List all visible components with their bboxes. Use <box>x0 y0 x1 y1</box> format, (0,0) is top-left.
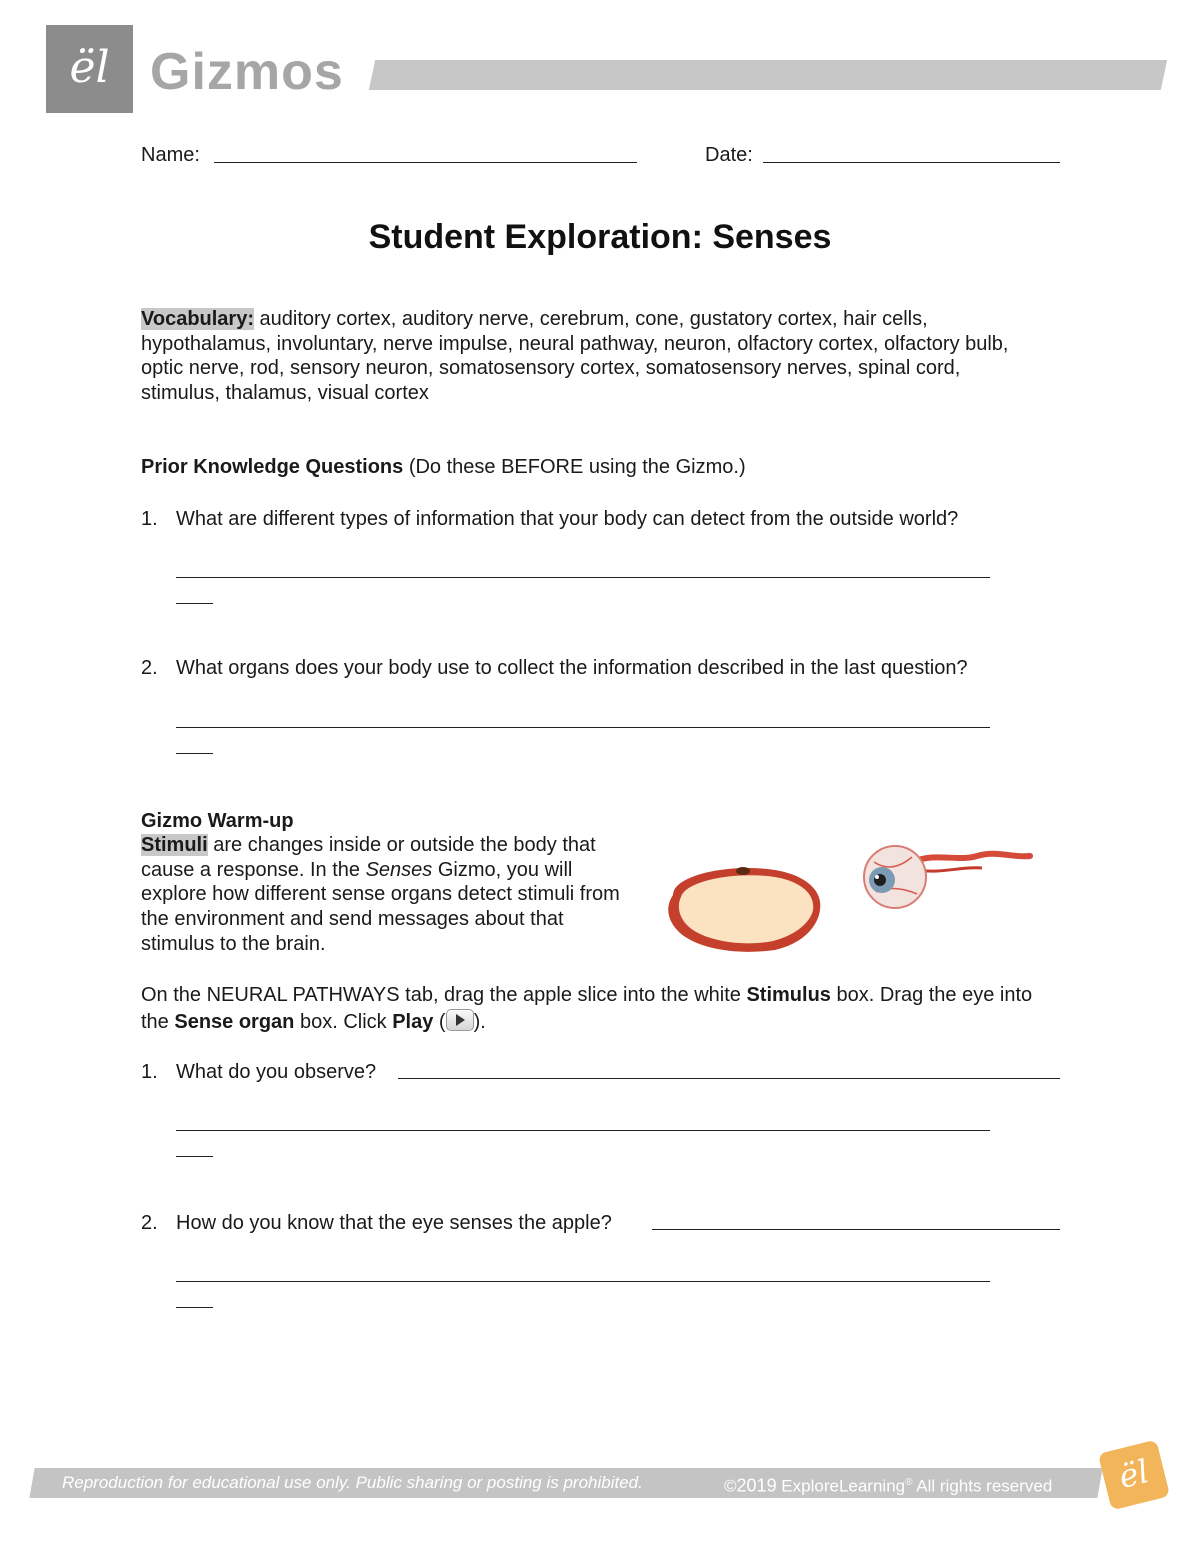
vocabulary-paragraph <box>141 307 1036 406</box>
instruction-text: On the NEURAL PATHWAYS tab, drag the apple slice into the white <box>141 984 747 1006</box>
date-field[interactable] <box>763 162 1060 163</box>
gizmos-logo <box>46 25 133 113</box>
question-number: 2. <box>141 1212 158 1234</box>
prior-knowledge-title: Prior Knowledge Questions <box>141 456 404 478</box>
prior-knowledge-note: (Do these BEFORE using the Gizmo.) <box>403 456 746 478</box>
copyright-year: 2019 <box>736 1475 777 1496</box>
name-field[interactable] <box>214 162 637 163</box>
prior-knowledge-heading <box>141 455 1041 480</box>
rights-text: All rights reserved <box>912 1476 1053 1496</box>
page-title: Student Exploration: Senses <box>368 218 832 256</box>
question-number: 1. <box>141 508 158 530</box>
warmup-heading: Gizmo Warm-up <box>141 810 294 832</box>
header-bar <box>369 60 1167 90</box>
answer-line[interactable] <box>176 1130 990 1131</box>
eye-image <box>862 822 1034 912</box>
question-text: What do you observe? <box>176 1061 377 1083</box>
answer-line[interactable] <box>398 1078 1060 1079</box>
copyright-symbol: © <box>724 1476 737 1496</box>
name-label: Name: <box>141 144 200 166</box>
logo-mark: ël <box>69 42 110 93</box>
date-label: Date: <box>705 144 753 166</box>
registered-mark: ® <box>905 1477 913 1488</box>
play-label: Play <box>392 1011 434 1033</box>
answer-line-end <box>176 1156 213 1157</box>
answer-line[interactable] <box>176 577 990 578</box>
stimulus-box-label: Stimulus <box>746 984 831 1006</box>
warmup-intro <box>141 833 621 957</box>
company-name: ExploreLearning <box>776 1476 906 1496</box>
explorelearning-logo: ël <box>1098 1440 1170 1511</box>
instruction-text: ). <box>473 1011 486 1033</box>
instruction-text: ( <box>433 1011 446 1033</box>
apple-slice-image <box>655 855 830 955</box>
footer-copyright <box>724 1472 1052 1498</box>
warmup-instructions <box>141 982 1041 1036</box>
question-number: 2. <box>141 657 158 679</box>
answer-line[interactable] <box>176 1281 990 1282</box>
stimuli-term: Stimuli <box>141 834 208 856</box>
intro-text: Gizmo, you will explore how different sense organs detect stimuli from the environment and send messages about that stimulus to the brain. <box>141 858 620 955</box>
gizmo-name: Senses <box>365 858 433 881</box>
answer-line-end <box>176 753 213 754</box>
intro-text: are changes inside or outside the body that cause a response. In the <box>141 834 596 881</box>
answer-line-end <box>176 603 213 604</box>
instruction-text: box. Drag the eye into the <box>141 984 1033 1033</box>
play-icon <box>446 1009 474 1031</box>
answer-line[interactable] <box>652 1229 1060 1230</box>
brand-name: Gizmos <box>150 43 344 101</box>
vocabulary-terms: auditory cortex, auditory nerve, cerebrum, cone, gustatory cortex, hair cells, hypothalamus, involuntary, nerve impulse, neural pathway, neuron, olfactory cortex, olfactory bulb, optic nerve, rod, sensory neuron, somatosensory cortex, somatosensory nerves, spinal cord, stimulus, thalamus, visual cortex <box>141 308 1009 405</box>
footer-notice: Reproduction for educational use only. Public sharing or posting is prohibited. <box>62 1473 643 1492</box>
answer-line-end <box>176 1307 213 1308</box>
question-number: 1. <box>141 1061 158 1083</box>
vocabulary-label: Vocabulary: <box>141 308 254 330</box>
sense-organ-box-label: Sense organ <box>174 1011 295 1033</box>
instruction-text: box. Click <box>294 1011 393 1033</box>
answer-line[interactable] <box>176 727 990 728</box>
question-text: How do you know that the eye senses the apple? <box>176 1212 612 1234</box>
question-text: What are different types of information that your body can detect from the outside world? <box>176 508 959 530</box>
question-text: What organs does your body use to collect the information described in the last question? <box>176 657 968 679</box>
